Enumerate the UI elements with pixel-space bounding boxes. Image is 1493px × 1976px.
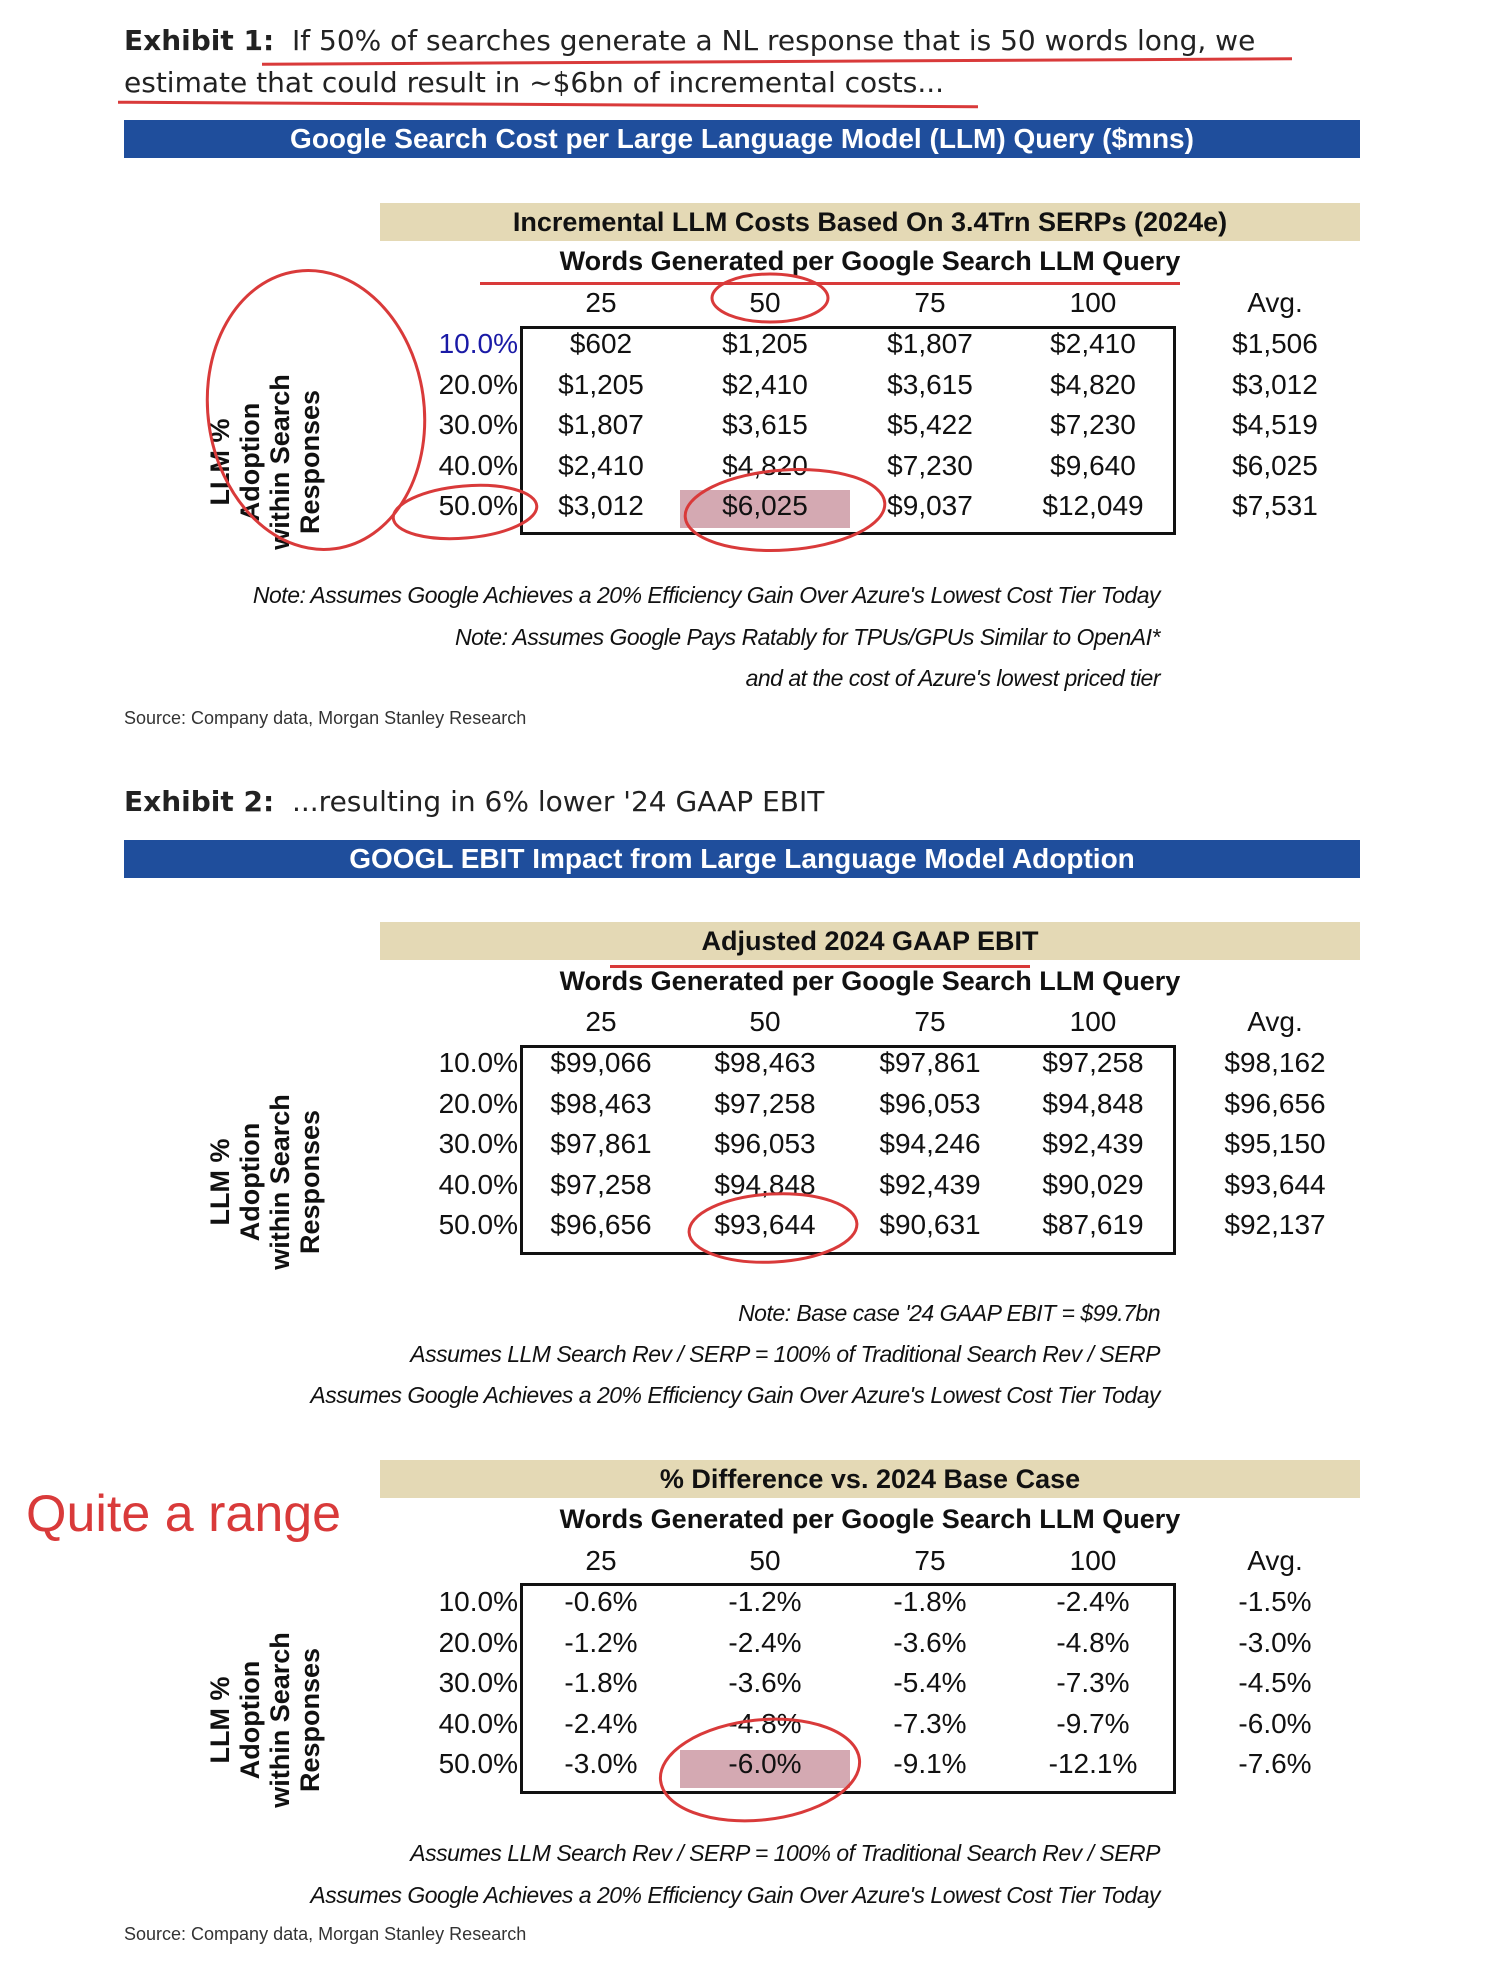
- col-header: 50: [749, 1006, 781, 1037]
- side-label-line: within Search: [265, 1632, 295, 1808]
- note: Assumes Google Achieves a 20% Efficiency Gain Over Azure's Lowest Cost Tier Today: [310, 1882, 1160, 1908]
- side-label-line: Responses: [295, 1647, 325, 1793]
- table-cell: $12,049: [1042, 490, 1144, 521]
- handwritten-annotation: Quite a range: [26, 1485, 342, 1543]
- col-header: 75: [914, 1006, 946, 1037]
- avg-cell: $95,150: [1224, 1128, 1326, 1159]
- table-cell: $90,029: [1042, 1168, 1144, 1200]
- table-cell: $3,615: [722, 409, 808, 440]
- circle-annotation: [190, 256, 443, 563]
- table-cell: $97,861: [550, 1128, 652, 1159]
- table-cell: -2.4%: [728, 1626, 802, 1658]
- avg-cell: $1,506: [1232, 328, 1318, 359]
- table-cell: $90,631: [879, 1209, 981, 1240]
- avg-cell: -1.5%: [1238, 1586, 1312, 1617]
- table-cell: $98,463: [550, 1087, 652, 1119]
- side-label-line: Adoption: [235, 1122, 265, 1242]
- avg-cell: -3.0%: [1238, 1626, 1312, 1658]
- avg-cell: $4,519: [1232, 409, 1318, 440]
- avg-cell: -7.6%: [1238, 1748, 1312, 1779]
- table-cell: -9.7%: [1056, 1707, 1130, 1739]
- note: Note: Base case '24 GAAP EBIT = $99.7bn: [738, 1300, 1160, 1326]
- row-label: 50.0%: [438, 1209, 518, 1240]
- table-cell: $94,848: [1042, 1087, 1144, 1119]
- avg-header: Avg.: [1247, 1545, 1303, 1576]
- note: Note: Assumes Google Pays Ratably for TPUs/GPUs Similar to OpenAI*: [455, 624, 1160, 650]
- table-cell: $93,644: [714, 1209, 816, 1240]
- row-label: 10.0%: [438, 328, 518, 359]
- table-cell: -12.1%: [1048, 1748, 1138, 1779]
- circle-annotation: [655, 1707, 864, 1830]
- avg-header: Avg.: [1247, 1006, 1303, 1037]
- exhibit1-source: Source: Company data, Morgan Stanley Research: [124, 708, 527, 728]
- avg-cell: $96,656: [1224, 1087, 1326, 1119]
- table-cell: $97,258: [1042, 1047, 1144, 1078]
- table-cell: $2,410: [1050, 328, 1136, 359]
- avg-cell: $7,531: [1232, 490, 1318, 521]
- col-header: 25: [585, 1006, 617, 1037]
- table-cell: $4,820: [1050, 368, 1136, 400]
- note: Assumes LLM Search Rev / SERP = 100% of Traditional Search Rev / SERP: [410, 1840, 1160, 1866]
- table-cell: -0.6%: [564, 1586, 638, 1617]
- table-cell: $87,619: [1042, 1209, 1144, 1240]
- table-cell: -1.2%: [564, 1626, 638, 1658]
- side-label-line: Adoption: [235, 1660, 265, 1780]
- circle-annotation: [682, 463, 887, 557]
- row-label: 40.0%: [438, 1168, 518, 1200]
- row-label: 50.0%: [438, 490, 518, 521]
- col-header: 25: [585, 1545, 617, 1576]
- circle-annotation: [391, 480, 539, 544]
- table-cell: $94,848: [714, 1168, 816, 1200]
- table-cell: $7,230: [1050, 409, 1136, 440]
- table-cell: -7.3%: [1056, 1667, 1130, 1698]
- exhibit2-table1-title: Adjusted 2024 GAAP EBIT: [380, 922, 1360, 960]
- col-header: 75: [914, 1545, 946, 1576]
- table-cell: $2,410: [558, 449, 644, 481]
- avg-cell: $3,012: [1232, 368, 1318, 400]
- table-cell: $96,656: [550, 1209, 652, 1240]
- table-cell: $97,258: [714, 1087, 816, 1119]
- col-header: 75: [914, 287, 946, 318]
- table-cell: -5.4%: [893, 1667, 967, 1698]
- exhibit2-source: Source: Company data, Morgan Stanley Research: [124, 1924, 527, 1944]
- avg-header: Avg.: [1247, 287, 1303, 318]
- table-cell: $9,037: [887, 490, 973, 521]
- exhibit1-table-title: Incremental LLM Costs Based On 3.4Trn SERPs (2024e): [380, 203, 1360, 241]
- table-cell: -2.4%: [564, 1707, 638, 1739]
- table-cell: -2.4%: [1056, 1586, 1130, 1617]
- table-cell: -9.1%: [893, 1748, 967, 1779]
- table-cell: $6,025: [722, 490, 808, 521]
- side-label-line: within Search: [265, 1094, 295, 1270]
- table-cell: $98,463: [714, 1047, 816, 1078]
- table-cell: -7.3%: [893, 1707, 967, 1739]
- col-header: 50: [749, 1545, 781, 1576]
- avg-cell: -4.5%: [1238, 1667, 1312, 1698]
- avg-cell: $98,162: [1224, 1047, 1326, 1078]
- note: Note: Assumes Google Achieves a 20% Efficiency Gain Over Azure's Lowest Cost Tier Today: [252, 582, 1160, 608]
- side-label-line: Responses: [295, 389, 325, 535]
- table-cell: $9,640: [1050, 449, 1136, 481]
- table-cell: -4.8%: [728, 1707, 802, 1739]
- table-cell: $602: [569, 328, 633, 359]
- table-cell: -1.8%: [564, 1667, 638, 1698]
- exhibit2-table1-words-header: Words Generated per Google Search LLM Query: [559, 966, 1181, 996]
- exhibit1-text-line1: If 50% of searches generate a NL response that is 50 words long, we: [291, 24, 1256, 57]
- table-cell: $97,861: [879, 1047, 981, 1078]
- row-label: 20.0%: [438, 1626, 518, 1658]
- row-label: 50.0%: [438, 1748, 518, 1779]
- table-cell: $96,053: [714, 1128, 816, 1159]
- row-label: 40.0%: [438, 449, 518, 481]
- table-cell: $1,807: [558, 409, 644, 440]
- col-header: 100: [1069, 1006, 1117, 1037]
- table-cell: $1,807: [887, 328, 973, 359]
- table-cell: $97,258: [550, 1168, 652, 1200]
- table-cell: -1.2%: [728, 1586, 802, 1617]
- row-label: 10.0%: [438, 1047, 518, 1078]
- table-cell: $94,246: [879, 1128, 981, 1159]
- exhibit2-text: ...resulting in 6% lower '24 GAAP EBIT: [291, 785, 825, 818]
- table-cell: $99,066: [550, 1047, 652, 1078]
- table-cell: $3,615: [887, 368, 973, 400]
- table-cell: $7,230: [887, 449, 973, 481]
- row-label: 30.0%: [438, 409, 518, 440]
- table-cell: $3,012: [558, 490, 644, 521]
- row-label: 10.0%: [438, 1586, 518, 1617]
- note: Assumes LLM Search Rev / SERP = 100% of Traditional Search Rev / SERP: [410, 1341, 1160, 1367]
- table-cell: $5,422: [887, 409, 973, 440]
- exhibit2-label: Exhibit 2:: [124, 785, 275, 818]
- col-header: 100: [1069, 1545, 1117, 1576]
- table-cell: -3.6%: [893, 1626, 967, 1658]
- table-cell: $4,820: [722, 449, 808, 481]
- side-label-line: Adoption: [235, 402, 265, 522]
- exhibit2-table2-title: % Difference vs. 2024 Base Case: [380, 1460, 1360, 1498]
- exhibit1-banner: Google Search Cost per Large Language Model (LLM) Query ($mns): [124, 120, 1360, 158]
- table-cell: -1.8%: [893, 1586, 967, 1617]
- table-cell: $1,205: [558, 368, 644, 400]
- table-cell: $2,410: [722, 368, 808, 400]
- avg-cell: $92,137: [1224, 1209, 1326, 1240]
- side-label-line: within Search: [265, 374, 295, 550]
- table-cell: -3.6%: [728, 1667, 802, 1698]
- row-label: 30.0%: [438, 1667, 518, 1698]
- side-label-line: LLM %: [205, 1138, 235, 1226]
- col-header: 50: [749, 287, 781, 318]
- table-cell: $92,439: [879, 1168, 981, 1200]
- row-label: 40.0%: [438, 1707, 518, 1739]
- row-label: 20.0%: [438, 1087, 518, 1119]
- side-label-line: LLM %: [205, 1676, 235, 1764]
- table-cell: -4.8%: [1056, 1626, 1130, 1658]
- row-label: 20.0%: [438, 368, 518, 400]
- side-label-line: Responses: [295, 1109, 325, 1255]
- side-label-line: LLM %: [205, 418, 235, 506]
- table-cell: -3.0%: [564, 1748, 638, 1779]
- avg-cell: $6,025: [1232, 449, 1318, 481]
- table-cell: $1,205: [722, 328, 808, 359]
- circle-annotation: [712, 274, 828, 322]
- exhibit2-banner: GOOGL EBIT Impact from Large Language Model Adoption: [124, 840, 1360, 878]
- table-cell: $96,053: [879, 1087, 981, 1119]
- exhibit2-table2-words-header: Words Generated per Google Search LLM Query: [559, 1504, 1181, 1534]
- table-cell: -6.0%: [728, 1748, 802, 1779]
- note: Assumes Google Achieves a 20% Efficiency Gain Over Azure's Lowest Cost Tier Today: [310, 1382, 1160, 1408]
- col-header: 25: [585, 287, 617, 318]
- avg-cell: -6.0%: [1238, 1707, 1312, 1739]
- row-label: 30.0%: [438, 1128, 518, 1159]
- col-header: 100: [1069, 287, 1117, 318]
- note: and at the cost of Azure's lowest priced tier: [745, 665, 1160, 691]
- table-cell: $92,439: [1042, 1128, 1144, 1159]
- exhibit1-words-header: Words Generated per Google Search LLM Query: [559, 246, 1181, 276]
- avg-cell: $93,644: [1224, 1168, 1326, 1200]
- exhibit1-caption-line2: estimate that could result in ~$6bn of incremental costs...: [124, 66, 945, 99]
- circle-annotation: [687, 1190, 858, 1267]
- exhibit1-label: Exhibit 1:: [124, 24, 275, 57]
